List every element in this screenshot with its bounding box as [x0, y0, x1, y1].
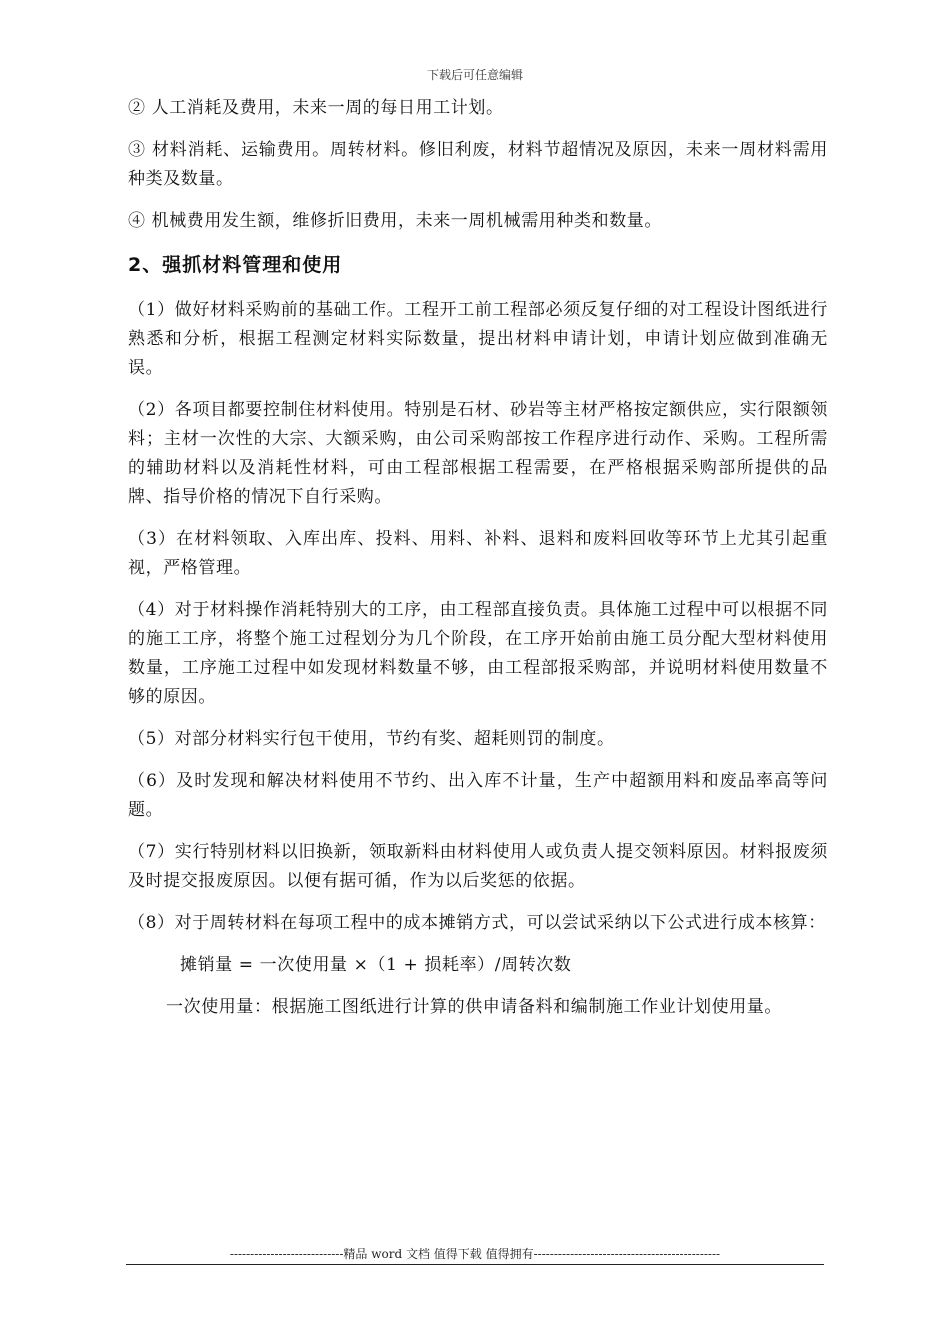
list-item-3: （3）在材料领取、入库出库、投料、用料、补料、退料和废料回收等环节上尤其引起重视，严格管理。: [128, 529, 828, 578]
section-heading: 2、强抓材料管理和使用: [128, 254, 343, 276]
footer-divider: [126, 1264, 824, 1265]
intro-item-2: ② 人工消耗及费用，未来一周的每日用工计划。: [128, 98, 504, 118]
footer-note: ----------------------------精品 word 文档 值得下载 值得拥有----------------------------------------------: [229, 1247, 721, 1261]
document-body: [128, 94, 828, 1022]
list-item-8: （8）对于周转材料在每项工程中的成本摊销方式，可以尝试采纳以下公式进行成本核算：: [128, 913, 826, 933]
list-item-1: （1）做好材料采购前的基础工作。工程开工前工程部必须反复仔细的对工程设计图纸进行熟悉和分析，根据工程测定材料实际数量，提出材料申请计划，申请计划应做到准确无误。: [128, 300, 828, 378]
list-item-4: （4）对于材料操作消耗特别大的工序，由工程部直接负责。具体施工过程中可以根据不同的施工工序，将整个施工过程划分为几个阶段，在工序开始前由施工员分配大型材料使用数量，工序施工过程中如发现材料数量不够，由工程部报采购部，并说明材料使用数量不够的原因。: [128, 600, 828, 707]
amortization-formula: 摊销量 = 一次使用量 ×（1 + 损耗率）/周转次数: [180, 955, 572, 975]
header-note: 下载后可任意编辑: [426, 68, 523, 82]
intro-item-4: ④ 机械费用发生额，维修折旧费用，未来一周机械需用种类和数量。: [128, 211, 663, 231]
list-item-5: （5）对部分材料实行包干使用，节约有奖、超耗则罚的制度。: [128, 729, 615, 749]
list-item-7: （7）实行特别材料以旧换新，领取新料由材料使用人或负责人提交领料原因。材料报废须及时提交报废原因。以便有据可循，作为以后奖惩的依据。: [128, 842, 828, 891]
list-item-6: （6）及时发现和解决材料使用不节约、出入库不计量，生产中超额用料和废品率高等问题。: [128, 771, 828, 820]
intro-item-3: ③ 材料消耗、运输费用。周转材料。修旧利废，材料节超情况及原因，未来一周材料需用种类及数量。: [128, 140, 828, 189]
list-item-2: （2）各项目都要控制住材料使用。特别是石材、砂岩等主材严格按定额供应，实行限额领料；主材一次性的大宗、大额采购，由公司采购部按工作程序进行动作、采购。工程所需的辅助材料以及消耗性材料，可由工程部根据工程需要，在严格根据采购部所提供的品牌、指导价格的情况下自行采购。: [128, 400, 828, 507]
definition-line: 一次使用量：根据施工图纸进行计算的供申请备料和编制施工作业计划使用量。: [166, 997, 782, 1017]
